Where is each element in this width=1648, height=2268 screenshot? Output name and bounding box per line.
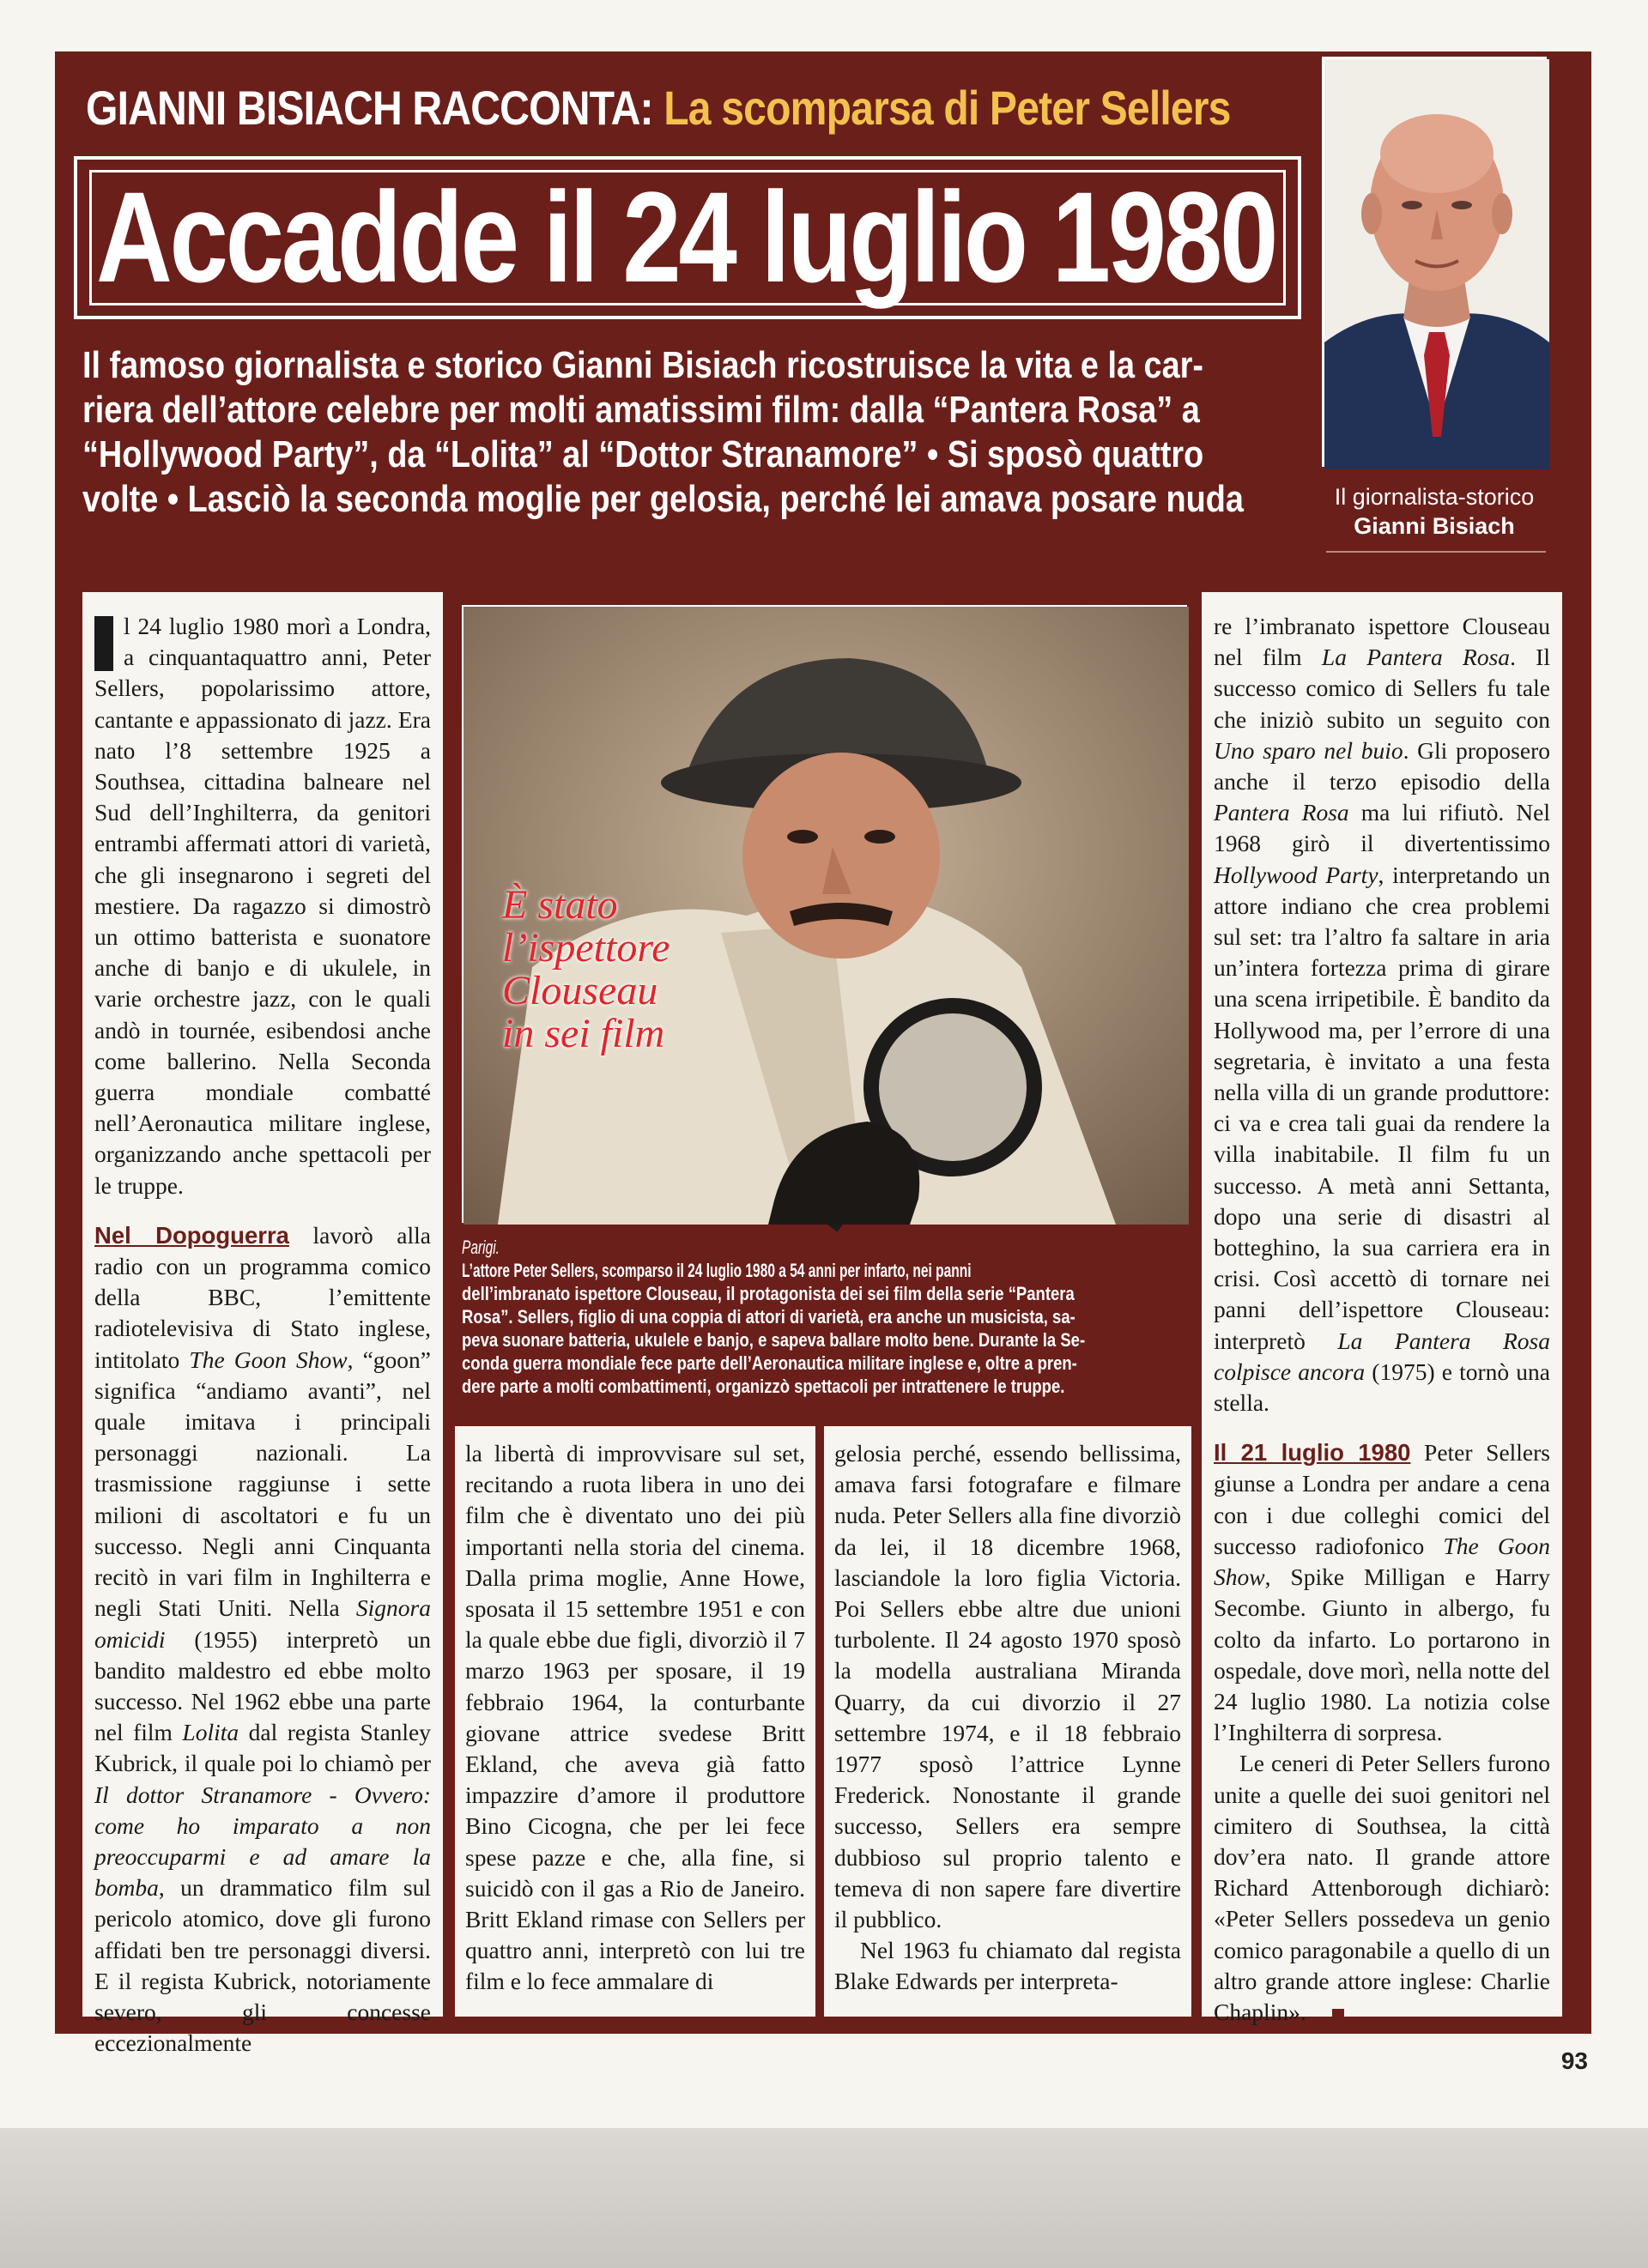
portrait-caption-role: Il giornalista-storico — [1334, 484, 1535, 510]
paragraph: Il 21 luglio 1980 Peter Sellers giunse a Londra per andare a cena con i due colleghi comici del successo radiofonico The Goon Show, Spike Milligan e Harry Secombe. Giunto in albergo, fu colto da infarto. Lo portarono in ospedale, dove morì, nella notte del 24 luglio 1980. La notizia colse l’Inghilterra di sorpresa. — [1214, 1439, 1550, 1746]
article-column-4 — [1202, 592, 1562, 2025]
headline: Accadde il 24 luglio 1980 — [96, 165, 1276, 309]
kicker-author: GIANNI BISIACH RACCONTA: — [86, 81, 653, 135]
kicker-topic: La scomparsa di Peter Sellers — [663, 81, 1231, 135]
title-italic: The Goon Show — [1214, 1532, 1550, 1591]
paragraph-text: l 24 luglio 1980 morì a Londra, a cinquantaquattro anni, Peter Sellers, popolarissimo attore, cantante e appassionato di jazz. Era nato l’8 settembre 1925 a Southsea, cittadina balneare nel Sud dell’Inghilterra, da genitori entrambi affermati attori di varietà, che gli insegnarono i segreti del mestiere. Da ragazzo si dimostrò un ottimo batterista e suonatore anche di banjo e di ukulele, in varie orchestre jazz, con le quali andò in tournée, esibendosi anche come ballerino. Nella Seconda guerra mondiale combatté nell’Aeronautica militare inglese, organizzando anche spettacoli per le truppe. — [94, 613, 431, 1199]
deck-line: “Hollywood Party”, da “Lolita” al “Dottor Stranamore” • Si sposò quattro — [82, 433, 1204, 475]
paragraph: re l’imbranato ispettore Clouseau nel film La Pantera Rosa. Il successo comico di Sellers fu tale che iniziò subito un seguito con Uno sparo nel buio. Gli proposero anche il terzo episodio della Pantera Rosa ma lui rifiutò. Nel 1968 girò il divertentissimo Hollywood Party, interpretando un attore indiano che crea problemi sul set: tra l’altro fa saltare in aria un’intera fortezza prima di girare una scena irripetibile. È bandito da Hollywood ma, per l’errore di una segretaria, è invitato a una festa nella villa di un grande produttore: ci va e crea tali guai da rendere la villa inabitabile. Il film fu un successo. A metà anni Settanta, dopo una serie di disastri al botteghino, la sua carriera era in crisi. Così accettò di tornare nei panni dell’ispettore Clouseau: interpretò La Pantera Rosa colpisce ancora (1975) e tornò una stella. — [1214, 613, 1550, 1417]
deck-line: Il famoso giornalista e storico Gianni Bisiach ricostruisce la vita e la car- — [82, 344, 1203, 386]
title-italic: Uno sparo nel buio — [1214, 736, 1403, 764]
article-column-1 — [82, 592, 443, 2057]
caption-line: Rosa”. Sellers, figlio di una coppia di attori di varietà, era anche un musicista, sa- — [462, 1306, 1075, 1328]
portrait-illustration — [1324, 59, 1549, 469]
deck-line: volte • Lasciò la seconda moglie per gelosia, perché lei amava posare nuda — [82, 478, 1244, 520]
caption-line: conda guerra mondiale fece parte dell’Aeronautica militare inglese e, oltre a pren- — [462, 1352, 1077, 1374]
title-italic: Pantera Rosa — [1214, 799, 1349, 826]
paragraph: Le ceneri di Peter Sellers furono unite a quelle dei suoi genitori nel cimitero di Southsea, la città dov’era nato. Il grande attore Richard Attenborough dichiarò: «Peter Sellers possedeva un genio comico paragonabile a quello di un altro grande attore inglese: Charlie Chaplin». — [1214, 1750, 1550, 2025]
page-bottom-edge — [0, 2128, 1648, 2268]
deck — [82, 343, 1301, 566]
article-column-2 — [455, 1426, 815, 2017]
caption-place: Parigi. — [462, 1237, 500, 1258]
article-column-3 — [824, 1426, 1191, 2017]
paragraph: Nel 1963 fu chiamato dal regista Blake Edwards per interpreta- — [834, 1937, 1181, 1995]
drop-cap — [94, 616, 113, 671]
portrait-caption-name: Gianni Bisiach — [1354, 513, 1515, 539]
title-italic: La Pantera Rosa — [1321, 644, 1511, 671]
subhead: Il 21 luglio 1980 — [1214, 1439, 1411, 1467]
title-italic: Signora omicidi — [94, 1594, 431, 1653]
caption-rule — [1326, 551, 1546, 553]
title-italic: La Pantera Rosa colpisce ancora — [1214, 1327, 1550, 1385]
photo-caption — [462, 1236, 1191, 1416]
caption-line: dell’imbranato ispettore Clouseau, il protagonista dei sei film della serie “Pantera — [462, 1283, 1075, 1304]
paragraph — [94, 611, 431, 1201]
deck-line: riera dell’attore celebre per molti amatissimi film: dalla “Pantera Rosa” a — [82, 389, 1200, 431]
title-italic: Il dottor Stranamore - Ovvero: come ho imparato a non preoccuparmi e ad amare la bomba — [94, 1781, 431, 1902]
page-number: 93 — [1560, 2047, 1588, 2074]
photo-overlay-text: È stato l’ispettore Clouseau in sei film — [502, 882, 670, 1056]
end-mark — [1332, 2009, 1344, 2021]
title-italic: Lolita — [182, 1719, 239, 1746]
kicker — [86, 77, 1231, 139]
title-italic: Hollywood Party — [1214, 861, 1378, 888]
paragraph: gelosia perché, essendo bellissima, amava farsi fotografare e filmare nuda. Peter Sellers alla fine divorziò da lei, il 18 dicembre 1968, lasciandole la loro figlia Victoria. Poi Sellers ebbe altre due unioni turbolente. Il 24 agosto 1970 sposò la modella australiana Miranda Quarry, da cui divorzio il 27 settembre 1974, e il 18 febbraio 1977 sposò l’attrice Lynne Frederick. Nonostante il grande successo, Sellers era sempre dubbioso sul proprio talento e temeva di non sapere fare divertire il pubblico. — [834, 1440, 1181, 1933]
caption-line: dere parte a molti combattimenti, organizzò spettacoli per intrattenere le truppe. — [462, 1376, 1065, 1397]
paragraph: Nel Dopoguerra lavorò alla radio con un programma comico della BBC, l’emittente radiotelevisiva di Stato inglese, intitolato The Goon Show, “goon” significa “andiamo avanti”, nel quale imitava i principali personaggi nazionali. La trasmissione raggiunse i sette milioni di ascoltatori e fu un successo. Negli anni Cinquanta recitò in vari film in Inghilterra e negli Stati Uniti. Nella Signora omicidi (1955) interpretò un bandito maldestro ed ebbe molto successo. Nel 1962 ebbe una parte nel film Lolita dal regista Stanley Kubrick, il quale poi lo chiamò per Il dottor Stranamore - Ovvero: come ho imparato a non preoccuparmi e ad amare la bomba, un drammatico film sul pericolo atomico, dove gli furono affidati ben tre personaggi diversi. E il regista Kubrick, notoriamente severo, gli concesse eccezionalmente — [94, 1221, 431, 2057]
paragraph: la libertà di improvvisare sul set, recitando a ruota libera in uno dei film che è diventato uno dei più importanti nella storia del cinema. Dalla prima moglie, Anne Howe, sposata il 15 settembre 1951 e con la quale ebbe due figli, divorziò il 7 marzo 1963 per sposare, il 19 febbraio 1964, la conturbante giovane attrice svedese Britt Ekland, che aveva già fatto impazzire d’amore il produttore Bino Cicogna, che per lei fece spese pazze e che, alla fine, si suicidò con il gas a Rio de Janeiro. Britt Ekland rimase con Sellers per quattro anni, interpretò con lui tre film e lo fece ammalare di — [465, 1440, 805, 1995]
portrait-caption — [1318, 482, 1550, 551]
subhead: Nel Dopoguerra — [94, 1221, 289, 1249]
portrait-photo — [1322, 57, 1547, 467]
title-italic: The Goon Show — [189, 1346, 348, 1373]
caption-line: peva suonare batteria, ukulele e banjo, e sapeva ballare molto bene. Durante la Se- — [462, 1329, 1086, 1351]
caption-line: Parigi. L’attore Peter Sellers, scomparso il 24 luglio 1980 a 54 anni per infarto, nei panni — [462, 1236, 1075, 1282]
